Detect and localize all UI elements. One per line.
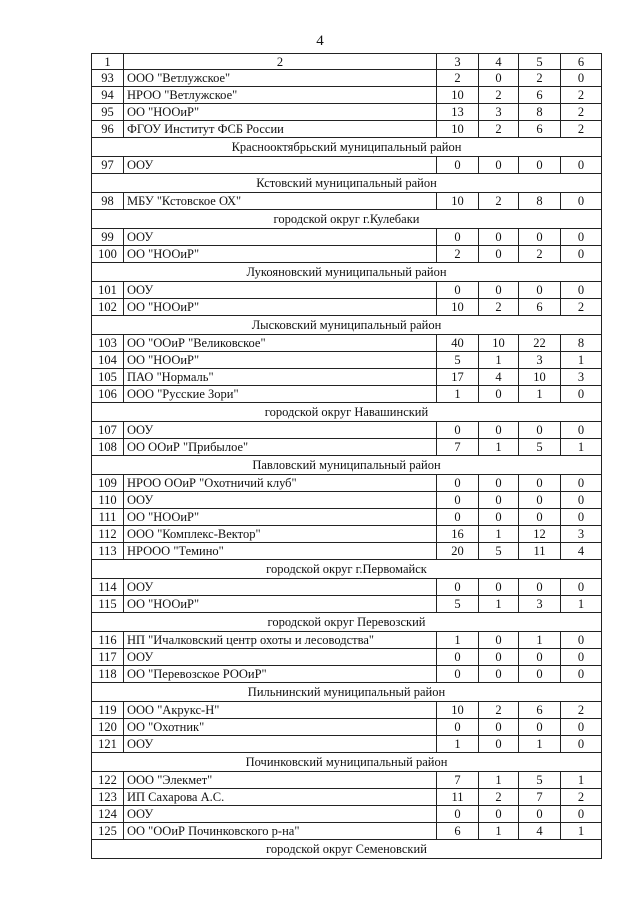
cell-value-col5: 1	[519, 386, 561, 403]
cell-value-col3: 40	[437, 335, 479, 352]
cell-value-col3: 1	[437, 736, 479, 753]
column-header: 4	[479, 54, 519, 70]
column-header: 3	[437, 54, 479, 70]
cell-value-col3: 7	[437, 439, 479, 456]
organization-name: МБУ "Кстовское ОХ"	[124, 193, 437, 210]
table-row	[92, 772, 602, 789]
cell-value-col6: 3	[561, 369, 602, 386]
cell-value-col4: 2	[479, 87, 519, 104]
table-row	[92, 104, 602, 121]
organization-name: НП "Ичалковский центр охоты и лесоводства"	[124, 632, 437, 649]
section-row	[92, 753, 602, 772]
cell-value-col4: 10	[479, 335, 519, 352]
table-row	[92, 246, 602, 263]
cell-value-col4: 1	[479, 772, 519, 789]
cell-value-col4: 0	[479, 806, 519, 823]
row-number: 103	[92, 335, 124, 352]
cell-value-col4: 0	[479, 719, 519, 736]
row-number: 110	[92, 492, 124, 509]
table-row	[92, 492, 602, 509]
organization-name: ОО "Перевозское РООиР"	[124, 666, 437, 683]
section-row	[92, 316, 602, 335]
row-number: 118	[92, 666, 124, 683]
cell-value-col6: 0	[561, 632, 602, 649]
row-number: 106	[92, 386, 124, 403]
cell-value-col5: 5	[519, 772, 561, 789]
table-row	[92, 87, 602, 104]
cell-value-col3: 10	[437, 193, 479, 210]
section-title: городской округ г.Первомайск	[92, 560, 602, 579]
cell-value-col3: 2	[437, 70, 479, 87]
cell-value-col4: 0	[479, 422, 519, 439]
table-row	[92, 719, 602, 736]
cell-value-col5: 8	[519, 104, 561, 121]
cell-value-col6: 0	[561, 282, 602, 299]
cell-value-col5: 0	[519, 157, 561, 174]
cell-value-col4: 5	[479, 543, 519, 560]
cell-value-col5: 0	[519, 579, 561, 596]
cell-value-col4: 2	[479, 702, 519, 719]
cell-value-col4: 1	[479, 526, 519, 543]
cell-value-col6: 3	[561, 526, 602, 543]
organization-name: НРОО "Ветлужское"	[124, 87, 437, 104]
cell-value-col6: 0	[561, 386, 602, 403]
cell-value-col6: 0	[561, 475, 602, 492]
section-title: Пильнинский муниципальный район	[92, 683, 602, 702]
table-row	[92, 649, 602, 666]
row-number: 113	[92, 543, 124, 560]
cell-value-col3: 10	[437, 299, 479, 316]
cell-value-col5: 0	[519, 229, 561, 246]
table-row	[92, 509, 602, 526]
row-number: 107	[92, 422, 124, 439]
cell-value-col6: 0	[561, 719, 602, 736]
section-title: Лысковский муниципальный район	[92, 316, 602, 335]
cell-value-col3: 16	[437, 526, 479, 543]
cell-value-col3: 1	[437, 632, 479, 649]
cell-value-col4: 0	[479, 229, 519, 246]
cell-value-col6: 1	[561, 772, 602, 789]
section-title: Лукояновский муниципальный район	[92, 263, 602, 282]
cell-value-col5: 6	[519, 702, 561, 719]
section-row	[92, 840, 602, 859]
table-row	[92, 369, 602, 386]
row-number: 105	[92, 369, 124, 386]
cell-value-col4: 0	[479, 632, 519, 649]
table-row	[92, 193, 602, 210]
table-row	[92, 121, 602, 138]
cell-value-col3: 11	[437, 789, 479, 806]
section-title: городской округ Перевозский	[92, 613, 602, 632]
table-row	[92, 157, 602, 174]
row-number: 97	[92, 157, 124, 174]
section-title: Починковский муниципальный район	[92, 753, 602, 772]
section-title: городской округ Навашинский	[92, 403, 602, 422]
table-row	[92, 422, 602, 439]
cell-value-col4: 0	[479, 736, 519, 753]
row-number: 93	[92, 70, 124, 87]
cell-value-col4: 0	[479, 492, 519, 509]
organization-name: ООУ	[124, 282, 437, 299]
row-number: 114	[92, 579, 124, 596]
cell-value-col3: 10	[437, 121, 479, 138]
cell-value-col6: 0	[561, 157, 602, 174]
organization-name: ООО "Комплекс-Вектор"	[124, 526, 437, 543]
organization-name: ООО "Акрукс-Н"	[124, 702, 437, 719]
cell-value-col4: 1	[479, 596, 519, 613]
organization-name: ООУ	[124, 422, 437, 439]
cell-value-col4: 3	[479, 104, 519, 121]
page-number: 4	[316, 33, 324, 49]
cell-value-col5: 6	[519, 121, 561, 138]
organization-name: ООУ	[124, 736, 437, 753]
section-title: Павловский муниципальный район	[92, 456, 602, 475]
cell-value-col3: 5	[437, 596, 479, 613]
cell-value-col6: 0	[561, 666, 602, 683]
column-header: 1	[92, 54, 124, 70]
table-row	[92, 543, 602, 560]
row-number: 101	[92, 282, 124, 299]
organization-name: ООУ	[124, 579, 437, 596]
cell-value-col6: 0	[561, 422, 602, 439]
cell-value-col6: 0	[561, 579, 602, 596]
cell-value-col3: 0	[437, 229, 479, 246]
table-row	[92, 736, 602, 753]
cell-value-col6: 4	[561, 543, 602, 560]
cell-value-col3: 1	[437, 386, 479, 403]
column-header: 6	[561, 54, 602, 70]
cell-value-col5: 7	[519, 789, 561, 806]
section-row	[92, 456, 602, 475]
row-number: 124	[92, 806, 124, 823]
cell-value-col5: 0	[519, 282, 561, 299]
organization-name: ООУ	[124, 229, 437, 246]
row-number: 122	[92, 772, 124, 789]
allocation-table	[91, 53, 602, 859]
cell-value-col3: 0	[437, 282, 479, 299]
table-row	[92, 666, 602, 683]
header-row	[92, 54, 602, 70]
organization-name: ОО "НООиР"	[124, 246, 437, 263]
row-number: 100	[92, 246, 124, 263]
cell-value-col5: 0	[519, 422, 561, 439]
cell-value-col5: 5	[519, 439, 561, 456]
table-row	[92, 352, 602, 369]
organization-name: ООУ	[124, 806, 437, 823]
cell-value-col4: 0	[479, 475, 519, 492]
cell-value-col6: 0	[561, 246, 602, 263]
cell-value-col3: 6	[437, 823, 479, 840]
cell-value-col4: 4	[479, 369, 519, 386]
organization-name: ФГОУ Институт ФСБ России	[124, 121, 437, 138]
row-number: 111	[92, 509, 124, 526]
organization-name: ОО "ООиР "Великовское"	[124, 335, 437, 352]
section-row	[92, 138, 602, 157]
cell-value-col4: 0	[479, 666, 519, 683]
cell-value-col5: 0	[519, 475, 561, 492]
section-row	[92, 683, 602, 702]
cell-value-col6: 0	[561, 649, 602, 666]
cell-value-col4: 2	[479, 299, 519, 316]
cell-value-col6: 2	[561, 87, 602, 104]
cell-value-col4: 0	[479, 157, 519, 174]
cell-value-col4: 1	[479, 439, 519, 456]
section-title: Кстовский муниципальный район	[92, 174, 602, 193]
row-number: 115	[92, 596, 124, 613]
cell-value-col6: 2	[561, 789, 602, 806]
cell-value-col4: 0	[479, 282, 519, 299]
cell-value-col4: 0	[479, 70, 519, 87]
cell-value-col3: 7	[437, 772, 479, 789]
cell-value-col5: 0	[519, 509, 561, 526]
cell-value-col4: 0	[479, 509, 519, 526]
table-row	[92, 229, 602, 246]
cell-value-col3: 0	[437, 719, 479, 736]
row-number: 120	[92, 719, 124, 736]
cell-value-col5: 22	[519, 335, 561, 352]
table-row	[92, 702, 602, 719]
cell-value-col4: 1	[479, 352, 519, 369]
cell-value-col6: 1	[561, 596, 602, 613]
cell-value-col3: 0	[437, 806, 479, 823]
cell-value-col3: 10	[437, 87, 479, 104]
organization-name: ОО "НООиР"	[124, 509, 437, 526]
cell-value-col6: 1	[561, 823, 602, 840]
cell-value-col6: 2	[561, 299, 602, 316]
column-header: 5	[519, 54, 561, 70]
organization-name: НРООО "Темино"	[124, 543, 437, 560]
cell-value-col3: 0	[437, 666, 479, 683]
cell-value-col5: 1	[519, 736, 561, 753]
cell-value-col5: 0	[519, 719, 561, 736]
section-row	[92, 613, 602, 632]
row-number: 112	[92, 526, 124, 543]
cell-value-col6: 0	[561, 193, 602, 210]
organization-name: ООО "Элекмет"	[124, 772, 437, 789]
table-row	[92, 579, 602, 596]
organization-name: ПАО "Нормаль"	[124, 369, 437, 386]
row-number: 119	[92, 702, 124, 719]
row-number: 116	[92, 632, 124, 649]
section-row	[92, 560, 602, 579]
row-number: 104	[92, 352, 124, 369]
section-row	[92, 403, 602, 422]
table-row	[92, 70, 602, 87]
cell-value-col3: 0	[437, 157, 479, 174]
cell-value-col6: 2	[561, 104, 602, 121]
organization-name: ОО "НООиР"	[124, 299, 437, 316]
cell-value-col4: 2	[479, 789, 519, 806]
cell-value-col5: 0	[519, 492, 561, 509]
row-number: 95	[92, 104, 124, 121]
cell-value-col5: 6	[519, 87, 561, 104]
table-row	[92, 596, 602, 613]
cell-value-col6: 0	[561, 492, 602, 509]
cell-value-col6: 0	[561, 509, 602, 526]
row-number: 108	[92, 439, 124, 456]
cell-value-col4: 2	[479, 193, 519, 210]
row-number: 123	[92, 789, 124, 806]
cell-value-col3: 0	[437, 509, 479, 526]
row-number: 117	[92, 649, 124, 666]
cell-value-col3: 5	[437, 352, 479, 369]
row-number: 94	[92, 87, 124, 104]
table-row	[92, 386, 602, 403]
cell-value-col6: 0	[561, 70, 602, 87]
cell-value-col5: 2	[519, 70, 561, 87]
cell-value-col5: 4	[519, 823, 561, 840]
cell-value-col5: 1	[519, 632, 561, 649]
cell-value-col3: 0	[437, 579, 479, 596]
column-header: 2	[124, 54, 437, 70]
cell-value-col6: 2	[561, 121, 602, 138]
table-row	[92, 789, 602, 806]
row-number: 121	[92, 736, 124, 753]
cell-value-col4: 0	[479, 246, 519, 263]
cell-value-col4: 1	[479, 823, 519, 840]
organization-name: ОО "Охотник"	[124, 719, 437, 736]
row-number: 109	[92, 475, 124, 492]
cell-value-col3: 0	[437, 649, 479, 666]
section-row	[92, 174, 602, 193]
cell-value-col5: 3	[519, 596, 561, 613]
cell-value-col3: 0	[437, 475, 479, 492]
section-row	[92, 210, 602, 229]
cell-value-col5: 10	[519, 369, 561, 386]
table-row	[92, 299, 602, 316]
row-number: 99	[92, 229, 124, 246]
row-number: 125	[92, 823, 124, 840]
organization-name: ООО "Ветлужское"	[124, 70, 437, 87]
organization-name: ОО "НООиР"	[124, 352, 437, 369]
cell-value-col5: 6	[519, 299, 561, 316]
cell-value-col5: 2	[519, 246, 561, 263]
organization-name: ОО "ООиР Починковского р-на"	[124, 823, 437, 840]
cell-value-col3: 0	[437, 422, 479, 439]
organization-name: ООУ	[124, 157, 437, 174]
cell-value-col6: 0	[561, 806, 602, 823]
organization-name: ООУ	[124, 649, 437, 666]
cell-value-col3: 17	[437, 369, 479, 386]
cell-value-col5: 0	[519, 666, 561, 683]
organization-name: ОО "НООиР"	[124, 596, 437, 613]
cell-value-col6: 1	[561, 352, 602, 369]
cell-value-col6: 2	[561, 702, 602, 719]
cell-value-col3: 10	[437, 702, 479, 719]
section-title: городской округ г.Кулебаки	[92, 210, 602, 229]
section-title: Краснооктябрьский муниципальный район	[92, 138, 602, 157]
organization-name: ИП Сахарова А.С.	[124, 789, 437, 806]
cell-value-col5: 11	[519, 543, 561, 560]
cell-value-col5: 12	[519, 526, 561, 543]
cell-value-col3: 13	[437, 104, 479, 121]
table-row	[92, 335, 602, 352]
table-row	[92, 632, 602, 649]
organization-name: ОО "НООиР"	[124, 104, 437, 121]
organization-name: ООО "Русские Зори"	[124, 386, 437, 403]
row-number: 96	[92, 121, 124, 138]
cell-value-col3: 0	[437, 492, 479, 509]
table-row	[92, 475, 602, 492]
cell-value-col6: 1	[561, 439, 602, 456]
cell-value-col5: 8	[519, 193, 561, 210]
cell-value-col5: 0	[519, 806, 561, 823]
organization-name: ООУ	[124, 492, 437, 509]
table-row	[92, 439, 602, 456]
cell-value-col4: 2	[479, 121, 519, 138]
cell-value-col4: 0	[479, 649, 519, 666]
table-row	[92, 526, 602, 543]
cell-value-col3: 2	[437, 246, 479, 263]
cell-value-col5: 3	[519, 352, 561, 369]
cell-value-col6: 8	[561, 335, 602, 352]
table-row	[92, 806, 602, 823]
organization-name: ОО ООиР "Прибылое"	[124, 439, 437, 456]
cell-value-col4: 0	[479, 386, 519, 403]
row-number: 98	[92, 193, 124, 210]
cell-value-col6: 0	[561, 229, 602, 246]
cell-value-col6: 0	[561, 736, 602, 753]
section-row	[92, 263, 602, 282]
cell-value-col3: 20	[437, 543, 479, 560]
row-number: 102	[92, 299, 124, 316]
section-title: городской округ Семеновский	[92, 840, 602, 859]
cell-value-col4: 0	[479, 579, 519, 596]
table-row	[92, 823, 602, 840]
organization-name: НРОО ООиР "Охотничий клуб"	[124, 475, 437, 492]
table-row	[92, 282, 602, 299]
cell-value-col5: 0	[519, 649, 561, 666]
